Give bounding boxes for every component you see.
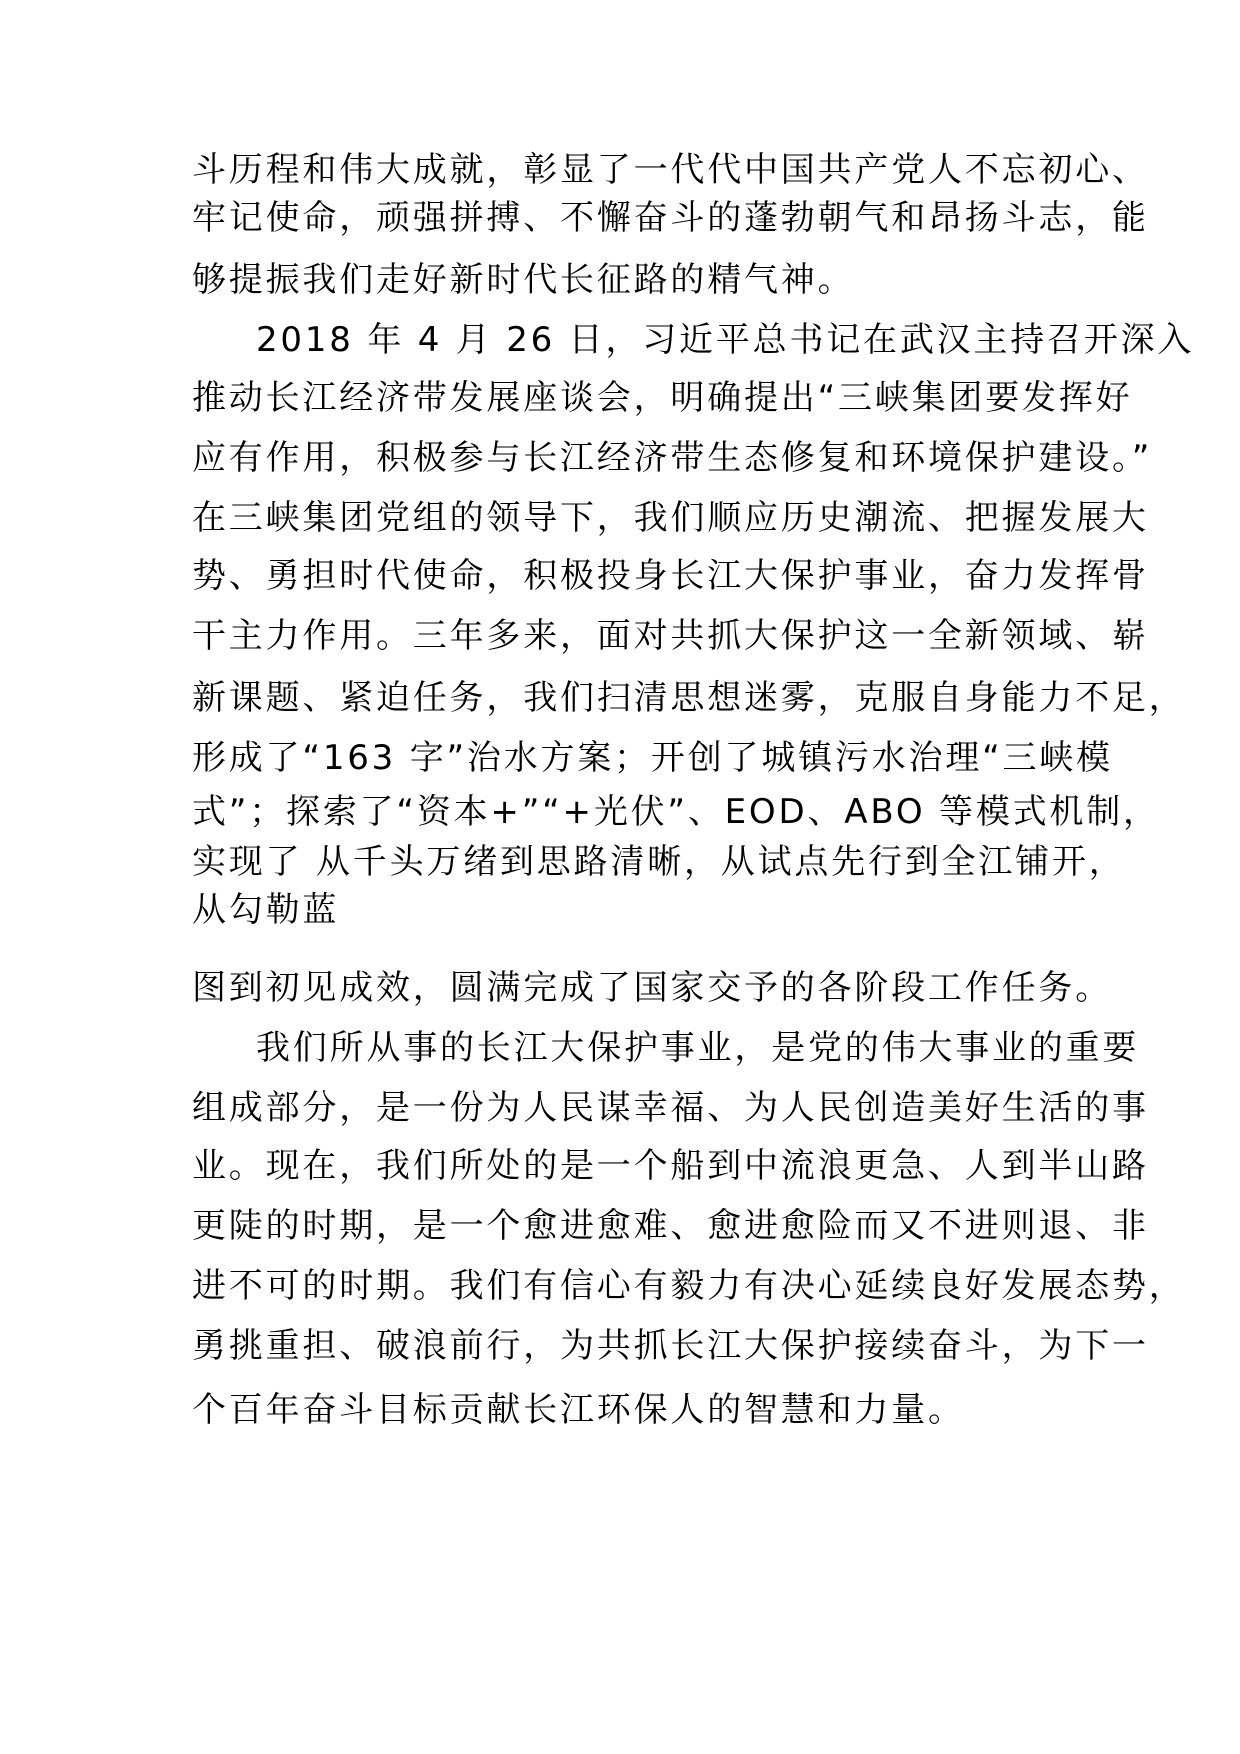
body-line-17: 组成部分，是一份为人民谋幸福、为人民创造美好生活的事 — [192, 1088, 1149, 1128]
body-line-13: 实现了 从千头万绪到思路清晰，从试点先行到全江铺开， — [192, 842, 1126, 882]
body-line-19: 更陡的时期，是一个愈进愈难、愈进愈险而又不进则退、非 — [192, 1206, 1149, 1246]
body-line-15: 图到初见成效，圆满完成了国家交予的各阶段工作任务。 — [192, 968, 1112, 1008]
body-line-10: 新课题、紧迫任务，我们扫清思想迷雾，克服自身能力不足， — [192, 678, 1186, 718]
body-line-20: 进不可的时期。我们有信心有毅力有决心延续良好发展态势， — [192, 1266, 1186, 1306]
body-line-1: 斗历程和伟大成就，彰显了一代代中国共产党人不忘初心、 — [192, 150, 1149, 190]
body-line-6: 应有作用，积极参与长江经济带生态修复和环境保护建设。” — [192, 438, 1153, 478]
body-line-11: 形成了“163 字”治水方案；开创了城镇污水治理“三峡模 — [192, 738, 1113, 778]
body-line-12: 式”；探索了“资本+”“+光伏”、EOD、ABO 等模式机制， — [192, 792, 1160, 832]
body-line-4: 2018 年 4 月 26 日，习近平总书记在武汉主持召开深入 — [256, 320, 1195, 360]
body-line-5: 推动长江经济带发展座谈会，明确提出“三峡集团要发挥好 — [192, 378, 1133, 418]
body-line-2: 牢记使命，顽强拼搏、不懈奋斗的蓬勃朝气和昂扬斗志，能 — [192, 198, 1149, 238]
body-line-9: 干主力作用。三年多来，面对共抓大保护这一全新领域、崭 — [192, 616, 1149, 656]
body-line-3: 够提振我们走好新时代长征路的精气神。 — [192, 260, 855, 300]
body-line-18: 业。现在，我们所处的是一个船到中流浪更急、人到半山路 — [192, 1146, 1149, 1186]
body-line-21: 勇挑重担、破浪前行，为共抓长江大保护接续奋斗，为下一 — [192, 1326, 1149, 1366]
body-line-8: 势、勇担时代使命，积极投身长江大保护事业，奋力发挥骨 — [192, 556, 1149, 596]
body-line-16: 我们所从事的长江大保护事业，是党的伟大事业的重要 — [256, 1028, 1140, 1068]
body-line-22: 个百年奋斗目标贡献长江环保人的智慧和力量。 — [192, 1390, 965, 1430]
body-line-7: 在三峡集团党组的领导下，我们顺应历史潮流、把握发展大 — [192, 498, 1149, 538]
body-line-14: 从勾勒蓝 — [192, 890, 340, 930]
